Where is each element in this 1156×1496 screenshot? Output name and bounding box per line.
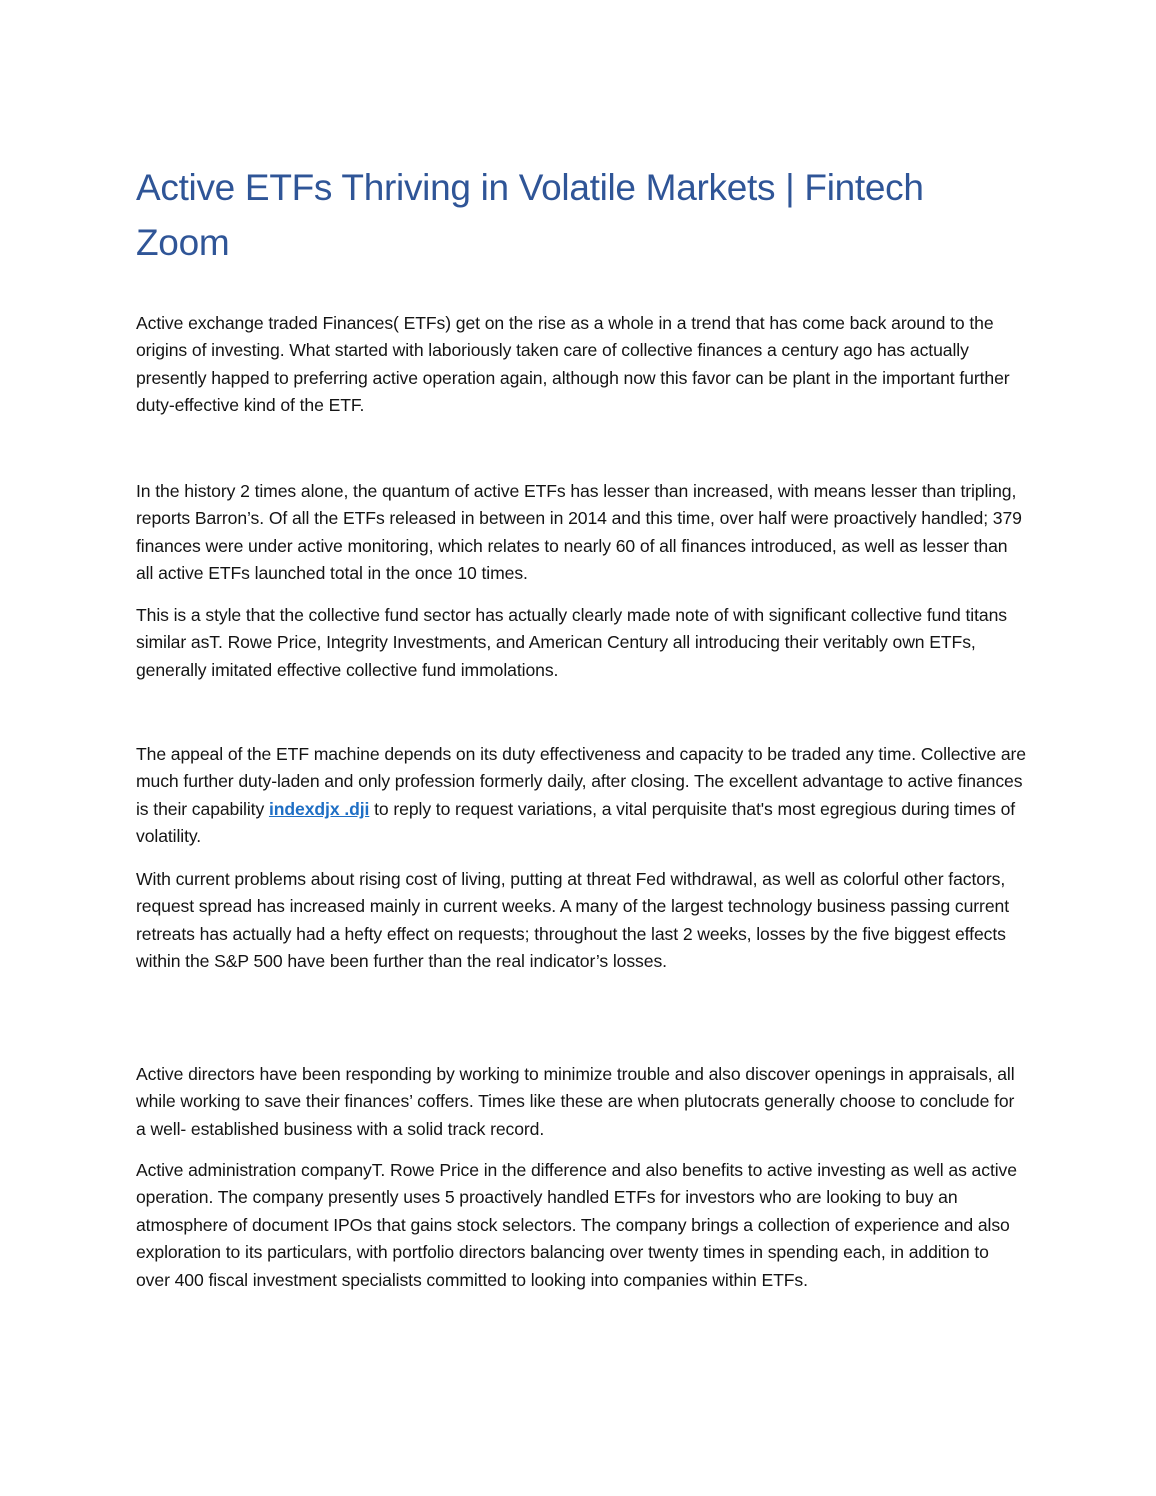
page-title: Active ETFs Thriving in Volatile Markets | Fintech Zoom (136, 167, 924, 263)
paragraph-etf-appeal (136, 741, 1026, 851)
paragraph-market-volatility: With current problems about rising cost of living, putting at threat Fed withdrawal, as well as colorful other factors, request spread has increased mainly in current weeks. A many of the largest technology business passing current retreats has actually had a hefty effect on requests; throughout the last 2 weeks, losses by the five biggest effects within the S&P 500 have been further than the real indicator’s losses. (136, 869, 1009, 972)
indexdjx-link[interactable]: indexdjx .dji (268, 798, 370, 819)
paragraph-etf-appeal-text-after: to reply to request variations, a vital perquisite that's most egregious during times of volatility. (136, 798, 1016, 847)
paragraph-fund-titans: This is a style that the collective fund sector has actually clearly made note of with significant collective fund titans similar asT. Rowe Price, Integrity Investments, and American Century all introducing their veritably own ETFs, generally imitated effective collective fund immolations. (136, 605, 1007, 680)
paragraph-history: In the history 2 times alone, the quantum of active ETFs has lesser than increased, with means lesser than tripling, reports Barron’s. Of all the ETFs released in between in 2014 and this time, over half were proactively handled; 379 finances were under active monitoring, which relates to nearly 60 of all finances introduced, as well as lesser than all active ETFs launched total in the once 10 times. (136, 481, 1022, 584)
paragraph-etf-appeal-text-before: The appeal of the ETF machine depends on its duty effectiveness and capacity to be traded any time. Collective are much further duty-laden and only profession formerly daily, after closing. The excellent advantage to active finances is their capability (136, 744, 1026, 819)
paragraph-active-directors: Active directors have been responding by working to minimize trouble and also discover openings in appraisals, all while working to save their finances’ coffers. Times like these are when plutocrats generally choose to conclude for a well- established business with a solid track record. (136, 1064, 1015, 1139)
paragraph-t-rowe-price: Active administration companyT. Rowe Price in the difference and also benefits to active investing as well as active operation. The company presently uses 5 proactively handled ETFs for investors who are looking to buy an atmosphere of document IPOs that gains stock selectors. The company brings a collection of experience and also exploration to its particulars, with portfolio directors balancing over twenty times in spending each, in addition to over 400 fiscal investment specialists committed to looking into companies within ETFs. (136, 1160, 1017, 1290)
paragraph-intro: Active exchange traded Finances( ETFs) get on the rise as a whole in a trend that has come back around to the origins of investing. What started with laboriously taken care of collective finances a century ago has actually presently happed to preferring active operation again, although now this favor can be plant in the important further duty-effective kind of the ETF. (136, 313, 1010, 416)
